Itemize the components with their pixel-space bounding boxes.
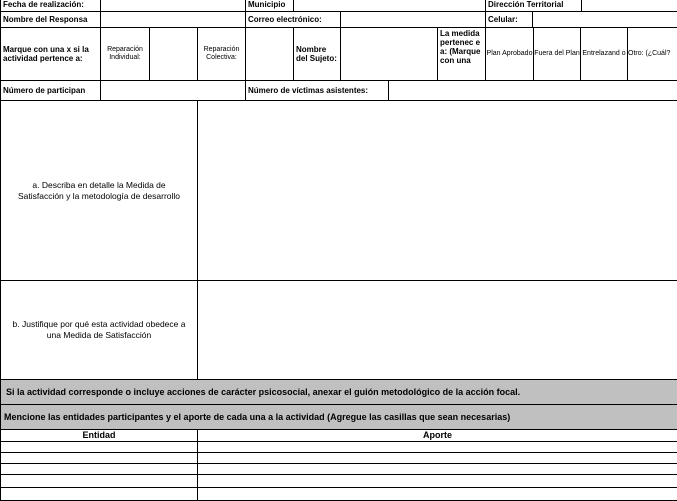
reparacion-individual-checkbox[interactable] [149, 27, 198, 81]
reparacion-colectiva-checkbox[interactable] [245, 27, 294, 81]
numero-participantes-field[interactable] [100, 80, 246, 101]
entidad-cell[interactable] [0, 487, 198, 501]
otro-option[interactable]: Otro: (¿Cuál? [627, 27, 677, 81]
entrelazando-option[interactable]: Entrelazand o [580, 27, 628, 81]
municipio-label: Municipio [245, 0, 294, 12]
section-b-field[interactable] [197, 280, 677, 380]
celular-field[interactable] [532, 11, 677, 28]
responsable-label: Nombre del Responsa [0, 11, 101, 28]
section-a-field[interactable] [197, 100, 677, 281]
section-a-label: a. Describa en detalle la Medida de Satisfacción y la metodología de desarrollo [0, 100, 198, 281]
nombre-sujeto-field[interactable] [340, 27, 438, 81]
reparacion-individual-label: Reparación Individual: [100, 27, 150, 81]
celular-label: Celular: [485, 11, 533, 28]
entidades-banner: Mencione las entidades participantes y el aporte de cada una a la actividad (Agregue las casillas que sean necesarias) [0, 404, 677, 430]
aporte-cell[interactable] [197, 474, 677, 488]
marque-actividad-label: Marque con una x si la actividad pertence a: [0, 27, 101, 81]
medida-pertenece-label: La medida pertenec e a: (Marque con una [437, 27, 486, 81]
fuera-plan-option[interactable]: Fuera del Plan [533, 27, 581, 81]
responsable-field[interactable] [100, 11, 246, 28]
entidad-column-header: Entidad [0, 429, 198, 442]
direccion-territorial-label: Dirección Territorial [485, 0, 582, 12]
numero-participantes-label: Número de participan [0, 80, 101, 101]
plan-aprobado-option[interactable]: Plan Aprobado [485, 27, 534, 81]
aporte-cell[interactable] [197, 487, 677, 501]
psicosocial-banner: Si la actividad corresponde o incluye acciones de carácter psicosocial, anexar el guión metodológico de la acción focal. [0, 379, 677, 405]
numero-victimas-label: Número de víctimas asistentes: [245, 80, 389, 101]
correo-field[interactable] [340, 11, 486, 28]
nombre-sujeto-label: Nombre del Sujeto: [293, 27, 341, 81]
numero-victimas-field[interactable] [388, 80, 677, 101]
entidad-cell[interactable] [0, 474, 198, 488]
reparacion-colectiva-label: Reparación Colectiva: [197, 27, 246, 81]
section-b-label: b. Justifique por qué esta actividad obedece a una Medida de Satisfacción [0, 280, 198, 380]
fecha-label: Fecha de realización: [0, 0, 101, 12]
correo-label: Correo electrónico: [245, 11, 341, 28]
aporte-column-header: Aporte [197, 429, 677, 442]
